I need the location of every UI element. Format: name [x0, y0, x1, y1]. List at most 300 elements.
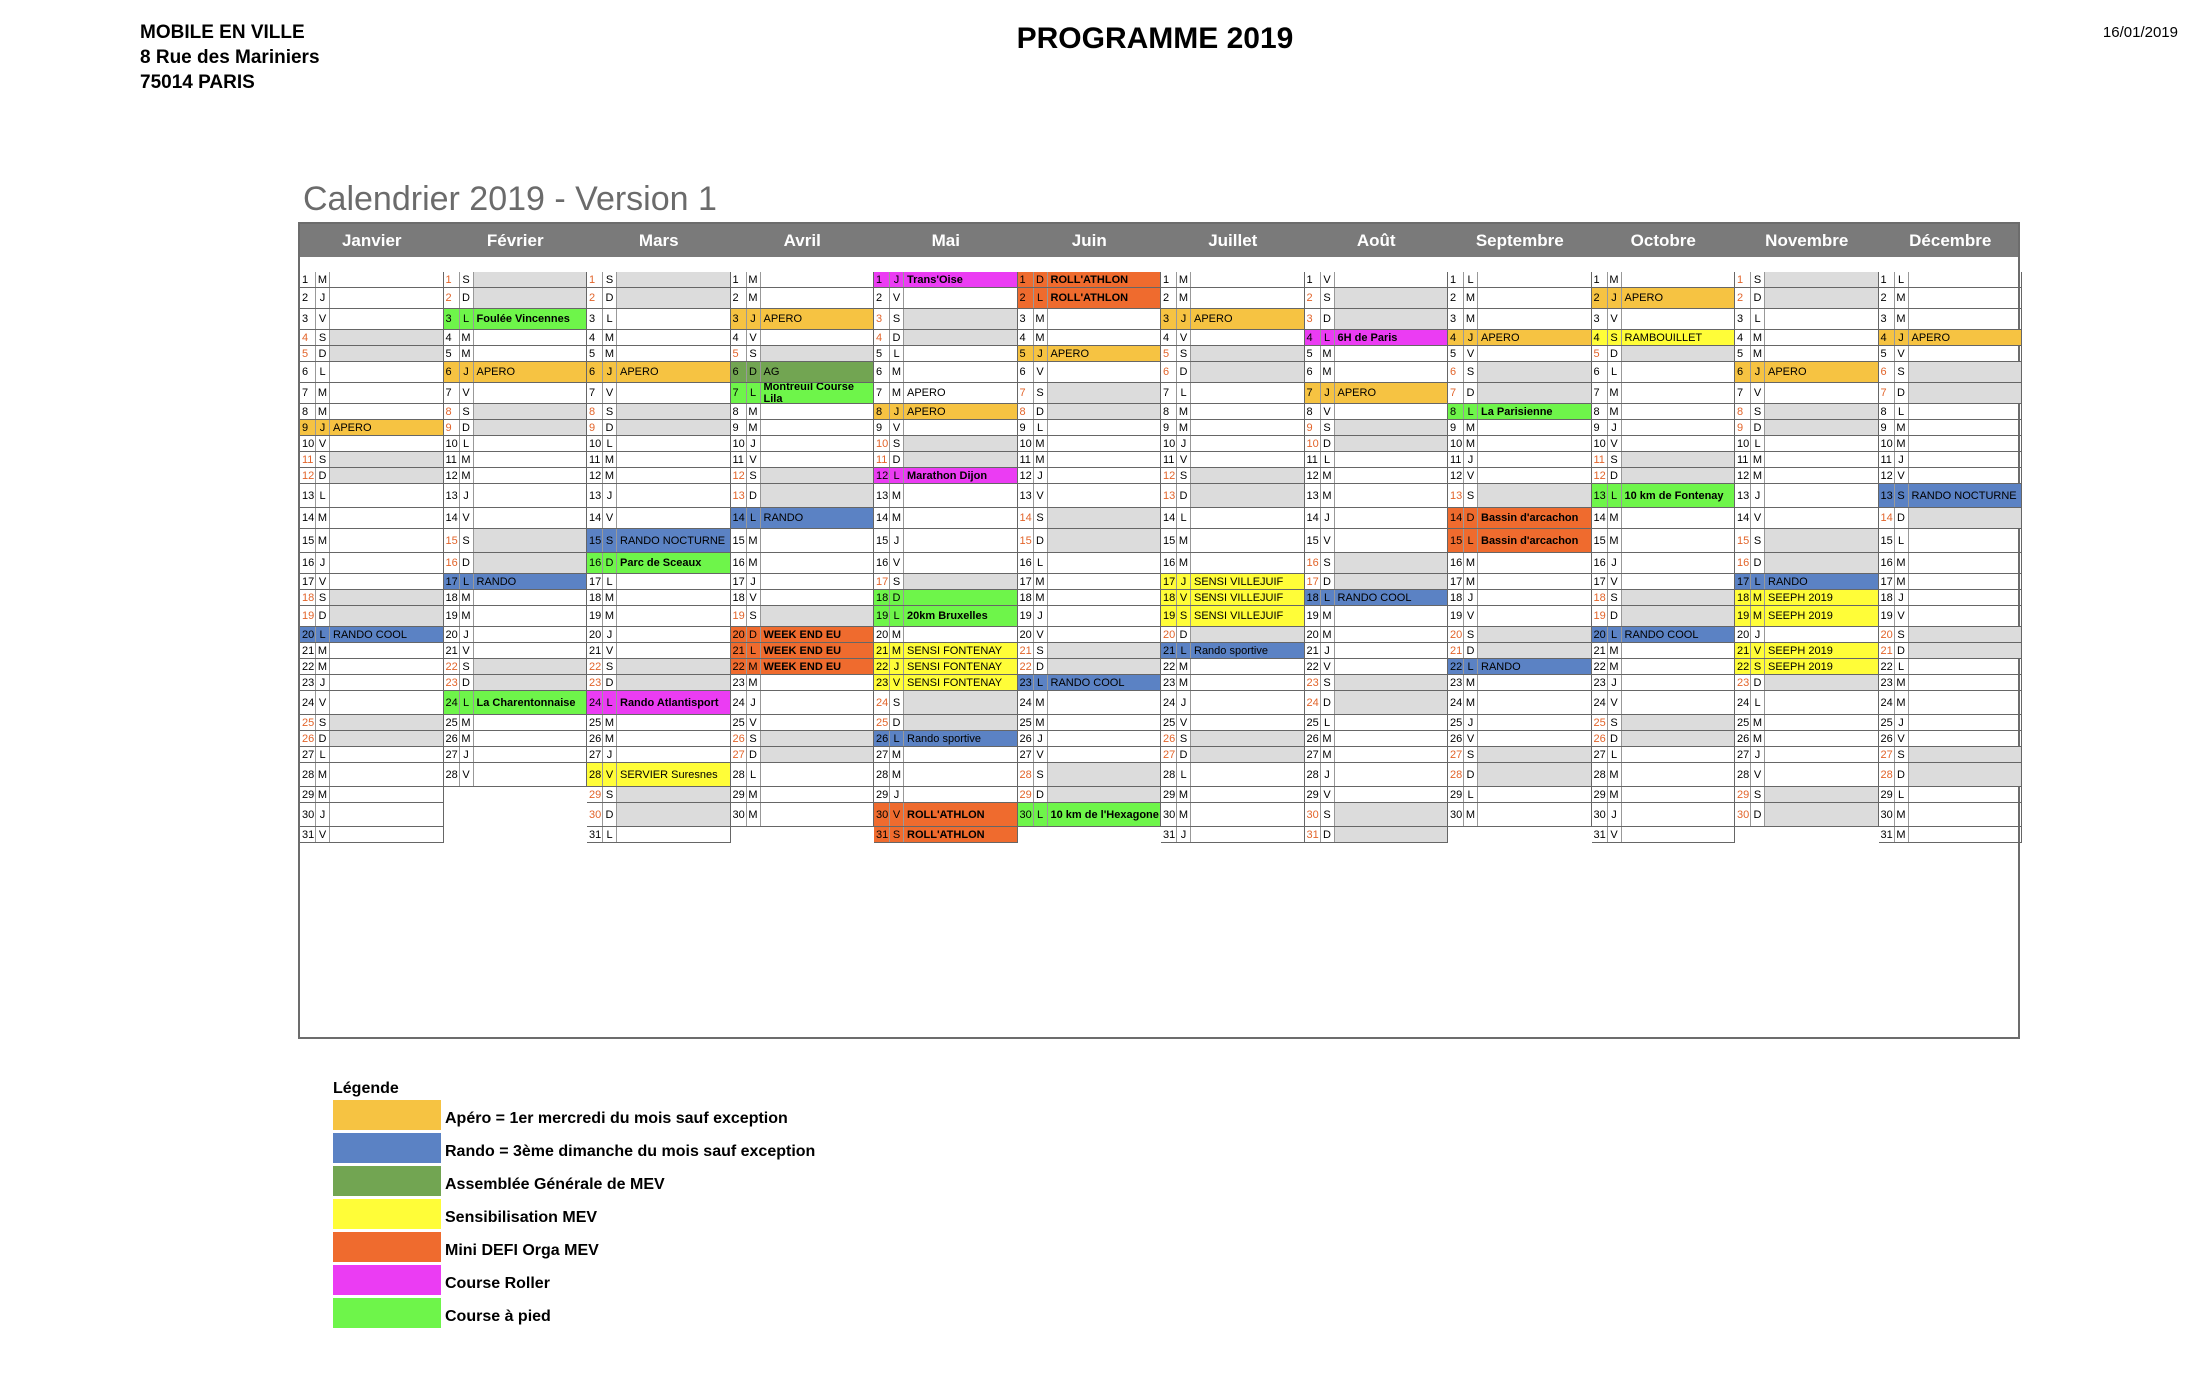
day-cell[interactable]: [1161, 627, 1305, 643]
day-cell[interactable]: [1448, 468, 1592, 484]
day-cell[interactable]: [874, 420, 1018, 436]
day-cell[interactable]: [1161, 404, 1305, 420]
day-cell[interactable]: [1305, 627, 1449, 643]
day-cell[interactable]: [587, 803, 731, 827]
day-cell[interactable]: [300, 508, 444, 529]
day-cell[interactable]: [874, 827, 1018, 843]
day-cell[interactable]: [587, 553, 731, 574]
day-cell[interactable]: [444, 330, 588, 346]
day-cell[interactable]: [1879, 643, 2023, 659]
day-cell[interactable]: [587, 272, 731, 288]
day-cell[interactable]: [1879, 362, 2023, 383]
day-cell[interactable]: [300, 731, 444, 747]
day-cell[interactable]: [1018, 643, 1162, 659]
day-cell[interactable]: [1735, 436, 1879, 452]
day-cell[interactable]: [731, 659, 875, 675]
day-cell[interactable]: [731, 272, 875, 288]
day-cell[interactable]: [444, 468, 588, 484]
day-cell[interactable]: [444, 484, 588, 508]
day-cell[interactable]: [1735, 731, 1879, 747]
day-cell[interactable]: [1161, 715, 1305, 731]
day-cell[interactable]: [1305, 362, 1449, 383]
day-cell[interactable]: [1879, 691, 2023, 715]
day-cell[interactable]: [1448, 675, 1592, 691]
day-cell[interactable]: [444, 659, 588, 675]
day-cell[interactable]: [1161, 288, 1305, 309]
day-cell[interactable]: [300, 787, 444, 803]
day-cell[interactable]: [1735, 346, 1879, 362]
day-cell[interactable]: [444, 691, 588, 715]
day-cell[interactable]: [300, 272, 444, 288]
day-cell[interactable]: [444, 731, 588, 747]
day-cell[interactable]: [1879, 468, 2023, 484]
day-cell[interactable]: [1018, 346, 1162, 362]
day-cell[interactable]: [1735, 330, 1879, 346]
day-cell[interactable]: [1018, 606, 1162, 627]
day-cell[interactable]: [587, 468, 731, 484]
day-cell[interactable]: [874, 272, 1018, 288]
day-cell[interactable]: [874, 643, 1018, 659]
day-cell[interactable]: [1305, 508, 1449, 529]
day-cell[interactable]: [1018, 763, 1162, 787]
day-cell[interactable]: [587, 731, 731, 747]
day-cell[interactable]: [1305, 715, 1449, 731]
day-cell[interactable]: [1448, 484, 1592, 508]
day-cell[interactable]: [444, 272, 588, 288]
day-cell[interactable]: [300, 420, 444, 436]
day-cell[interactable]: [1448, 309, 1592, 330]
day-cell[interactable]: [874, 574, 1018, 590]
day-cell[interactable]: [587, 627, 731, 643]
day-cell[interactable]: [1305, 404, 1449, 420]
day-cell[interactable]: [731, 691, 875, 715]
day-cell[interactable]: [1879, 675, 2023, 691]
day-cell[interactable]: [587, 288, 731, 309]
day-cell[interactable]: [444, 715, 588, 731]
day-cell[interactable]: [1161, 346, 1305, 362]
day-cell[interactable]: [1448, 508, 1592, 529]
day-cell[interactable]: [874, 346, 1018, 362]
day-cell[interactable]: [1448, 606, 1592, 627]
day-cell[interactable]: [1018, 803, 1162, 827]
day-cell[interactable]: [444, 362, 588, 383]
day-cell[interactable]: [1592, 574, 1736, 590]
day-cell[interactable]: [1018, 436, 1162, 452]
day-cell[interactable]: [731, 362, 875, 383]
day-cell[interactable]: [1592, 553, 1736, 574]
day-cell[interactable]: [1018, 731, 1162, 747]
day-cell[interactable]: [1305, 529, 1449, 553]
day-cell[interactable]: [731, 288, 875, 309]
day-cell[interactable]: [1305, 803, 1449, 827]
day-cell[interactable]: [1161, 675, 1305, 691]
day-cell[interactable]: [1448, 529, 1592, 553]
day-cell[interactable]: [1735, 553, 1879, 574]
day-cell[interactable]: [300, 763, 444, 787]
day-cell[interactable]: [444, 452, 588, 468]
day-cell[interactable]: [1735, 763, 1879, 787]
day-cell[interactable]: [1879, 574, 2023, 590]
day-cell[interactable]: [874, 675, 1018, 691]
day-cell[interactable]: [1735, 420, 1879, 436]
day-cell[interactable]: [587, 747, 731, 763]
day-cell[interactable]: [444, 763, 588, 787]
day-cell[interactable]: [1735, 803, 1879, 827]
day-cell[interactable]: [1448, 747, 1592, 763]
day-cell[interactable]: [1879, 606, 2023, 627]
day-cell[interactable]: [1735, 362, 1879, 383]
day-cell[interactable]: [300, 484, 444, 508]
day-cell[interactable]: [444, 420, 588, 436]
day-cell[interactable]: [587, 763, 731, 787]
day-cell[interactable]: [874, 659, 1018, 675]
day-cell[interactable]: [300, 747, 444, 763]
day-cell[interactable]: [587, 484, 731, 508]
day-cell[interactable]: [1735, 606, 1879, 627]
day-cell[interactable]: [300, 468, 444, 484]
day-cell[interactable]: [1161, 452, 1305, 468]
day-cell[interactable]: [731, 803, 875, 827]
day-cell[interactable]: [731, 787, 875, 803]
day-cell[interactable]: [731, 574, 875, 590]
day-cell[interactable]: [1305, 553, 1449, 574]
day-cell[interactable]: [1879, 404, 2023, 420]
day-cell[interactable]: [1018, 747, 1162, 763]
day-cell[interactable]: [1018, 404, 1162, 420]
day-cell[interactable]: [1592, 763, 1736, 787]
day-cell[interactable]: [731, 553, 875, 574]
day-cell[interactable]: [1018, 288, 1162, 309]
day-cell[interactable]: [1161, 763, 1305, 787]
day-cell[interactable]: [1879, 272, 2023, 288]
day-cell[interactable]: [731, 309, 875, 330]
day-cell[interactable]: [1305, 691, 1449, 715]
day-cell[interactable]: [1592, 643, 1736, 659]
day-cell[interactable]: [874, 529, 1018, 553]
day-cell[interactable]: [300, 590, 444, 606]
day-cell[interactable]: [1161, 330, 1305, 346]
day-cell[interactable]: [1018, 529, 1162, 553]
day-cell[interactable]: [874, 362, 1018, 383]
day-cell[interactable]: [1735, 309, 1879, 330]
day-cell[interactable]: [1592, 404, 1736, 420]
day-cell[interactable]: [1305, 346, 1449, 362]
day-cell[interactable]: [587, 436, 731, 452]
day-cell[interactable]: [444, 383, 588, 404]
day-cell[interactable]: [444, 574, 588, 590]
day-cell[interactable]: [300, 675, 444, 691]
day-cell[interactable]: [1448, 763, 1592, 787]
day-cell[interactable]: [1018, 574, 1162, 590]
day-cell[interactable]: [1735, 468, 1879, 484]
day-cell[interactable]: [1735, 715, 1879, 731]
day-cell[interactable]: [874, 606, 1018, 627]
day-cell[interactable]: [1018, 675, 1162, 691]
day-cell[interactable]: [587, 827, 731, 843]
day-cell[interactable]: [1161, 691, 1305, 715]
day-cell[interactable]: [874, 747, 1018, 763]
day-cell[interactable]: [1018, 383, 1162, 404]
day-cell[interactable]: [587, 691, 731, 715]
day-cell[interactable]: [587, 420, 731, 436]
day-cell[interactable]: [1305, 420, 1449, 436]
day-cell[interactable]: [1448, 553, 1592, 574]
day-cell[interactable]: [1161, 420, 1305, 436]
day-cell[interactable]: [1305, 659, 1449, 675]
day-cell[interactable]: [1592, 484, 1736, 508]
day-cell[interactable]: [1018, 272, 1162, 288]
day-cell[interactable]: [1448, 590, 1592, 606]
day-cell[interactable]: [731, 529, 875, 553]
day-cell[interactable]: [1735, 484, 1879, 508]
day-cell[interactable]: [1018, 787, 1162, 803]
day-cell[interactable]: [1879, 715, 2023, 731]
day-cell[interactable]: [1879, 529, 2023, 553]
day-cell[interactable]: [1592, 606, 1736, 627]
day-cell[interactable]: [1448, 731, 1592, 747]
day-cell[interactable]: [444, 590, 588, 606]
day-cell[interactable]: [874, 715, 1018, 731]
day-cell[interactable]: [1018, 553, 1162, 574]
day-cell[interactable]: [1592, 675, 1736, 691]
day-cell[interactable]: [1735, 659, 1879, 675]
day-cell[interactable]: [300, 452, 444, 468]
day-cell[interactable]: [1305, 606, 1449, 627]
day-cell[interactable]: [874, 288, 1018, 309]
day-cell[interactable]: [300, 574, 444, 590]
day-cell[interactable]: [1448, 691, 1592, 715]
day-cell[interactable]: [1161, 787, 1305, 803]
day-cell[interactable]: [1879, 309, 2023, 330]
day-cell[interactable]: [1305, 309, 1449, 330]
day-cell[interactable]: [1879, 627, 2023, 643]
day-cell[interactable]: [1161, 383, 1305, 404]
day-cell[interactable]: [1592, 590, 1736, 606]
day-cell[interactable]: [874, 309, 1018, 330]
day-cell[interactable]: [874, 383, 1018, 404]
day-cell[interactable]: [300, 691, 444, 715]
day-cell[interactable]: [1592, 747, 1736, 763]
day-cell[interactable]: [874, 763, 1018, 787]
day-cell[interactable]: [731, 763, 875, 787]
day-cell[interactable]: [1161, 731, 1305, 747]
day-cell[interactable]: [1592, 309, 1736, 330]
day-cell[interactable]: [1448, 404, 1592, 420]
day-cell[interactable]: [731, 346, 875, 362]
day-cell[interactable]: [731, 383, 875, 404]
day-cell[interactable]: [1735, 272, 1879, 288]
day-cell[interactable]: [874, 436, 1018, 452]
day-cell[interactable]: [300, 309, 444, 330]
day-cell[interactable]: [300, 715, 444, 731]
day-cell[interactable]: [1018, 420, 1162, 436]
day-cell[interactable]: [1018, 659, 1162, 675]
day-cell[interactable]: [1448, 627, 1592, 643]
day-cell[interactable]: [1305, 731, 1449, 747]
day-cell[interactable]: [1448, 659, 1592, 675]
day-cell[interactable]: [1592, 383, 1736, 404]
day-cell[interactable]: [731, 747, 875, 763]
day-cell[interactable]: [1018, 330, 1162, 346]
day-cell[interactable]: [1448, 420, 1592, 436]
day-cell[interactable]: [1879, 288, 2023, 309]
day-cell[interactable]: [1879, 803, 2023, 827]
day-cell[interactable]: [300, 362, 444, 383]
day-cell[interactable]: [1448, 330, 1592, 346]
day-cell[interactable]: [1879, 747, 2023, 763]
day-cell[interactable]: [300, 330, 444, 346]
day-cell[interactable]: [1735, 452, 1879, 468]
day-cell[interactable]: [1448, 574, 1592, 590]
day-cell[interactable]: [444, 404, 588, 420]
day-cell[interactable]: [1735, 383, 1879, 404]
day-cell[interactable]: [1879, 452, 2023, 468]
day-cell[interactable]: [587, 362, 731, 383]
day-cell[interactable]: [1448, 787, 1592, 803]
day-cell[interactable]: [300, 529, 444, 553]
day-cell[interactable]: [1592, 272, 1736, 288]
day-cell[interactable]: [1305, 288, 1449, 309]
day-cell[interactable]: [1592, 715, 1736, 731]
day-cell[interactable]: [587, 346, 731, 362]
day-cell[interactable]: [1592, 827, 1736, 843]
day-cell[interactable]: [874, 590, 1018, 606]
day-cell[interactable]: [1018, 627, 1162, 643]
day-cell[interactable]: [1448, 288, 1592, 309]
day-cell[interactable]: [300, 643, 444, 659]
day-cell[interactable]: [587, 590, 731, 606]
day-cell[interactable]: [731, 420, 875, 436]
day-cell[interactable]: [874, 404, 1018, 420]
day-cell[interactable]: [444, 346, 588, 362]
day-cell[interactable]: [874, 330, 1018, 346]
day-cell[interactable]: [1018, 309, 1162, 330]
day-cell[interactable]: [1735, 627, 1879, 643]
day-cell[interactable]: [300, 436, 444, 452]
day-cell[interactable]: [444, 508, 588, 529]
day-cell[interactable]: [874, 452, 1018, 468]
day-cell[interactable]: [444, 288, 588, 309]
day-cell[interactable]: [444, 627, 588, 643]
day-cell[interactable]: [874, 468, 1018, 484]
day-cell[interactable]: [1735, 574, 1879, 590]
day-cell[interactable]: [587, 452, 731, 468]
day-cell[interactable]: [1592, 691, 1736, 715]
day-cell[interactable]: [1592, 362, 1736, 383]
day-cell[interactable]: [1448, 383, 1592, 404]
day-cell[interactable]: [731, 436, 875, 452]
day-cell[interactable]: [1161, 643, 1305, 659]
day-cell[interactable]: [587, 659, 731, 675]
day-cell[interactable]: [1448, 272, 1592, 288]
day-cell[interactable]: [444, 675, 588, 691]
day-cell[interactable]: [1592, 803, 1736, 827]
day-cell[interactable]: [1592, 452, 1736, 468]
day-cell[interactable]: [731, 508, 875, 529]
day-cell[interactable]: [1018, 452, 1162, 468]
day-cell[interactable]: [1592, 787, 1736, 803]
day-cell[interactable]: [587, 574, 731, 590]
day-cell[interactable]: [1592, 436, 1736, 452]
day-cell[interactable]: [1305, 574, 1449, 590]
day-cell[interactable]: [587, 715, 731, 731]
day-cell[interactable]: [1305, 763, 1449, 787]
day-cell[interactable]: [1879, 420, 2023, 436]
day-cell[interactable]: [1735, 529, 1879, 553]
day-cell[interactable]: [1305, 590, 1449, 606]
day-cell[interactable]: [1305, 468, 1449, 484]
day-cell[interactable]: [874, 803, 1018, 827]
day-cell[interactable]: [300, 827, 444, 843]
day-cell[interactable]: [1879, 763, 2023, 787]
day-cell[interactable]: [300, 803, 444, 827]
day-cell[interactable]: [1879, 787, 2023, 803]
day-cell[interactable]: [1448, 715, 1592, 731]
day-cell[interactable]: [731, 715, 875, 731]
day-cell[interactable]: [587, 309, 731, 330]
day-cell[interactable]: [1305, 484, 1449, 508]
day-cell[interactable]: [587, 787, 731, 803]
day-cell[interactable]: [444, 529, 588, 553]
day-cell[interactable]: [1161, 606, 1305, 627]
day-cell[interactable]: [874, 484, 1018, 508]
day-cell[interactable]: [1018, 590, 1162, 606]
day-cell[interactable]: [1161, 574, 1305, 590]
day-cell[interactable]: [1735, 787, 1879, 803]
day-cell[interactable]: [874, 691, 1018, 715]
day-cell[interactable]: [1879, 383, 2023, 404]
day-cell[interactable]: [1305, 827, 1449, 843]
day-cell[interactable]: [1879, 553, 2023, 574]
day-cell[interactable]: [1879, 346, 2023, 362]
day-cell[interactable]: [1161, 309, 1305, 330]
day-cell[interactable]: [1735, 508, 1879, 529]
day-cell[interactable]: [731, 643, 875, 659]
day-cell[interactable]: [1018, 484, 1162, 508]
day-cell[interactable]: [874, 508, 1018, 529]
day-cell[interactable]: [874, 627, 1018, 643]
day-cell[interactable]: [300, 627, 444, 643]
day-cell[interactable]: [1735, 404, 1879, 420]
day-cell[interactable]: [300, 288, 444, 309]
day-cell[interactable]: [1018, 362, 1162, 383]
day-cell[interactable]: [587, 383, 731, 404]
day-cell[interactable]: [731, 468, 875, 484]
day-cell[interactable]: [1305, 787, 1449, 803]
day-cell[interactable]: [1161, 827, 1305, 843]
day-cell[interactable]: [1161, 529, 1305, 553]
day-cell[interactable]: [587, 529, 731, 553]
day-cell[interactable]: [300, 553, 444, 574]
day-cell[interactable]: [444, 747, 588, 763]
day-cell[interactable]: [1448, 346, 1592, 362]
day-cell[interactable]: [1448, 452, 1592, 468]
day-cell[interactable]: [1161, 484, 1305, 508]
day-cell[interactable]: [1879, 659, 2023, 675]
day-cell[interactable]: [1735, 747, 1879, 763]
day-cell[interactable]: [1305, 452, 1449, 468]
day-cell[interactable]: [1592, 330, 1736, 346]
day-cell[interactable]: [1161, 362, 1305, 383]
day-cell[interactable]: [444, 309, 588, 330]
day-cell[interactable]: [1592, 731, 1736, 747]
day-cell[interactable]: [1735, 590, 1879, 606]
day-cell[interactable]: [444, 436, 588, 452]
day-cell[interactable]: [1161, 468, 1305, 484]
day-cell[interactable]: [731, 452, 875, 468]
day-cell[interactable]: [300, 404, 444, 420]
day-cell[interactable]: [1592, 288, 1736, 309]
